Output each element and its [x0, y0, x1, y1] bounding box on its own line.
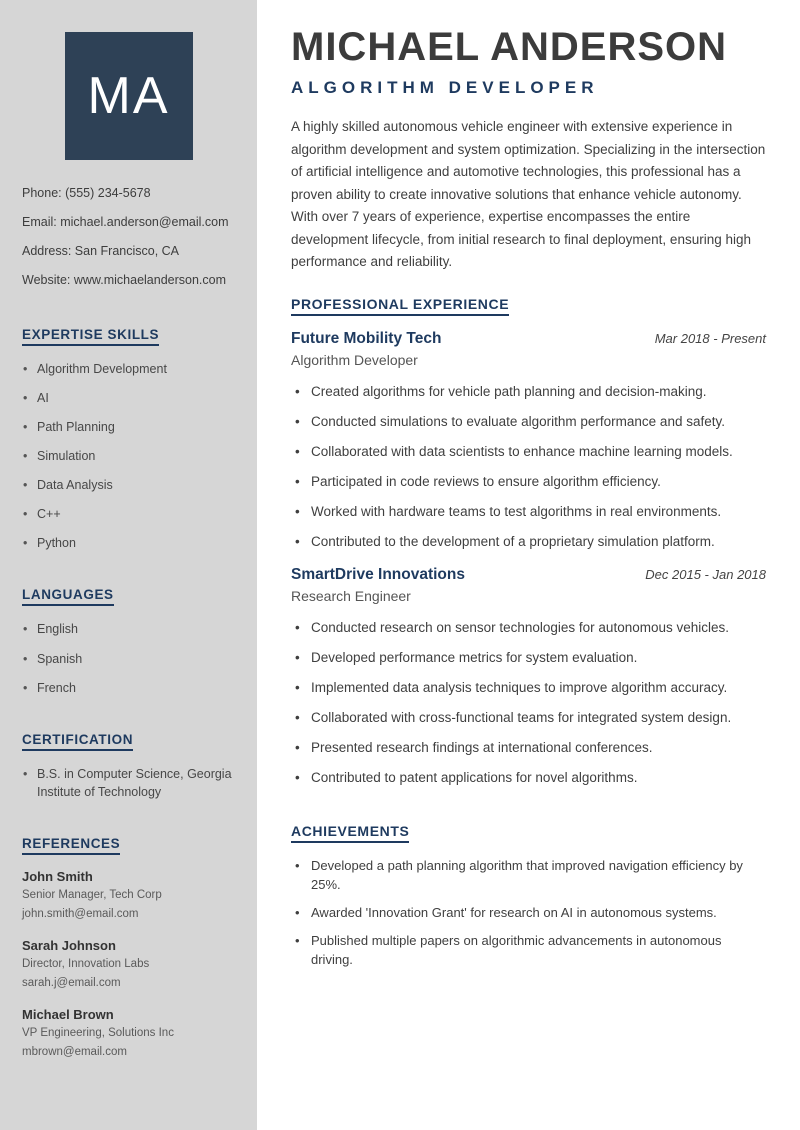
references-heading: REFERENCES [22, 836, 120, 855]
skill-item: • Python [22, 534, 235, 552]
reference-entry [22, 1007, 235, 1060]
reference-name: John Smith [22, 869, 93, 884]
job-role: Research Engineer [291, 587, 411, 604]
reference-name: Sarah Johnson [22, 938, 116, 954]
job-bullet: • Participated in code reviews to ensure algorithm efficiency. [291, 472, 766, 492]
skill-item: • Algorithm Development [22, 360, 235, 378]
languages-list [22, 620, 235, 696]
summary-paragraph: A highly skilled autonomous vehicle engineer with extensive experience in algorithm development and system optimization. Specializing in the intersection of artificial intelligence and automotive technologies, this professional has a proven ability to create innovative solutions that enhance vehicle autonomy. With over 7 years of experience, expertise encompasses the entire development lifecycle, from initial research to final deployment, ensuring high performance and reliability. [291, 119, 766, 270]
job-role: Algorithm Developer [291, 351, 418, 368]
language-item: • English [22, 620, 235, 638]
job-bullet-list [291, 618, 766, 788]
skill-item: • AI [22, 389, 235, 407]
certification-heading: CERTIFICATION [22, 732, 133, 751]
job-bullet: • Worked with hardware teams to test algorithms in real environments. [291, 502, 766, 522]
contact-phone: Phone: (555) 234-5678 [22, 186, 151, 200]
avatar [65, 32, 193, 160]
contact-email: Email: michael.anderson@email.com [22, 215, 229, 230]
languages-heading: LANGUAGES [22, 587, 114, 606]
job-bullet: • Conducted research on sensor technologies for autonomous vehicles. [291, 618, 766, 638]
achievement-item: • Published multiple papers on algorithmic advancements in autonomous driving. [291, 932, 766, 970]
job-dates: Mar 2018 - Present [654, 330, 766, 346]
reference-entry [22, 869, 235, 922]
reference-email: sarah.j@email.com [22, 976, 121, 989]
job-bullet: • Implemented data analysis techniques to improve algorithm accuracy. [291, 678, 766, 698]
experience-job [291, 566, 766, 788]
reference-email: mbrown@email.com [22, 1045, 127, 1058]
sidebar [0, 0, 257, 1130]
language-item: • French [22, 679, 235, 697]
reference-entry [22, 938, 235, 991]
reference-role: Director, Innovation Labs [22, 958, 150, 971]
job-dates: Dec 2015 - Jan 2018 [645, 566, 766, 582]
reference-email: john.smith@email.com [22, 907, 139, 920]
job-bullet: • Collaborated with data scientists to enhance machine learning models. [291, 442, 766, 462]
certification-item: • B.S. in Computer Science, Georgia Institute of Technology [22, 765, 235, 801]
avatar-initials: MA [87, 67, 170, 125]
skills-list [22, 360, 235, 553]
achievement-item: • Developed a path planning algorithm that improved navigation efficiency by 25%. [291, 857, 766, 895]
job-bullet: • Developed performance metrics for system evaluation. [291, 648, 766, 668]
contact-info [22, 186, 235, 289]
contact-address: Address: San Francisco, CA [22, 244, 180, 259]
job-bullet-list [291, 382, 766, 552]
skill-item: • Simulation [22, 447, 235, 465]
job-bullet: • Collaborated with cross-functional teams for integrated system design. [291, 708, 766, 728]
reference-role: Senior Manager, Tech Corp [22, 889, 162, 901]
candidate-title: ALGORITHM DEVELOPER [291, 78, 599, 97]
skill-item: • C++ [22, 505, 235, 523]
reference-role: VP Engineering, Solutions Inc [22, 1027, 174, 1040]
job-bullet: • Presented research findings at international conferences. [291, 738, 766, 758]
achievement-item: • Awarded 'Innovation Grant' for research on AI in autonomous systems. [291, 904, 766, 923]
experience-job [291, 330, 766, 552]
job-bullet: • Conducted simulations to evaluate algorithm performance and safety. [291, 412, 766, 432]
job-header [291, 330, 766, 348]
main-content [257, 0, 800, 1130]
company-name: Future Mobility Tech [291, 329, 442, 347]
achievements-list [291, 857, 766, 969]
company-name: SmartDrive Innovations [291, 565, 465, 583]
contact-website: Website: www.michaelanderson.com [22, 273, 227, 288]
achievements-heading: ACHIEVEMENTS [291, 823, 409, 843]
certification-list [22, 765, 235, 801]
skill-item: • Path Planning [22, 418, 235, 436]
job-header [291, 566, 766, 584]
job-bullet: • Contributed to the development of a proprietary simulation platform. [291, 532, 766, 552]
skills-heading: EXPERTISE SKILLS [22, 327, 159, 346]
job-bullet: • Created algorithms for vehicle path planning and decision-making. [291, 382, 766, 402]
job-bullet: • Contributed to patent applications for novel algorithms. [291, 768, 766, 788]
experience-heading: PROFESSIONAL EXPERIENCE [291, 296, 509, 316]
language-item: • Spanish [22, 650, 235, 668]
reference-name: Michael Brown [22, 1007, 114, 1023]
skill-item: • Data Analysis [22, 476, 235, 494]
candidate-name: MICHAEL ANDERSON [291, 25, 728, 69]
